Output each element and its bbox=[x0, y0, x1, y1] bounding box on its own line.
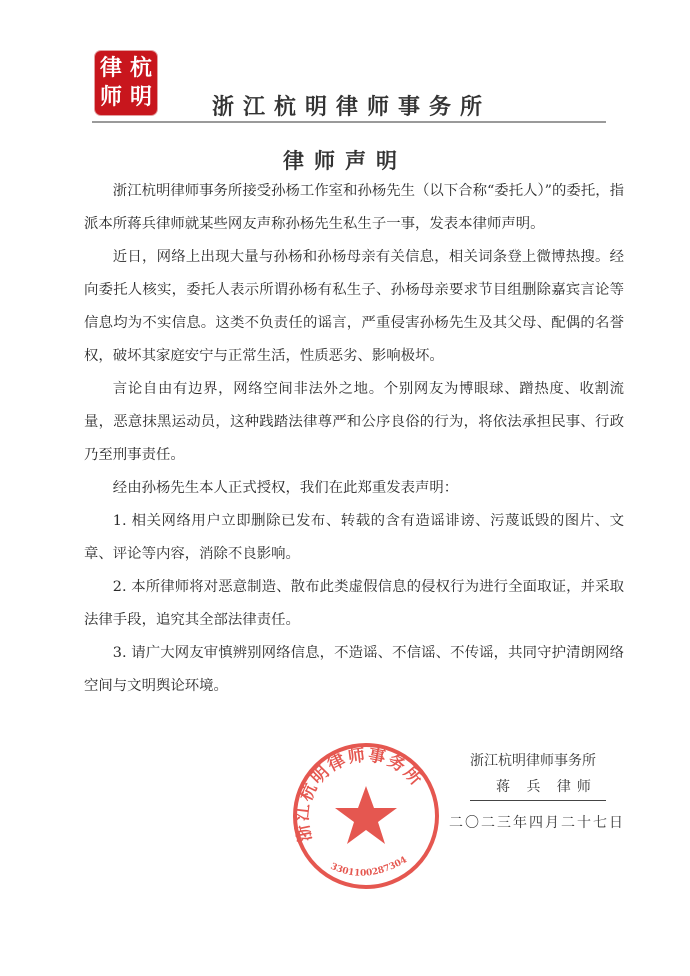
stamp-text: 浙江杭明律师事务所 bbox=[292, 745, 427, 844]
logo-char: 师 bbox=[100, 84, 123, 110]
letterhead-firm-name: 浙江杭明律师事务所 bbox=[212, 94, 492, 120]
paragraph: 言论自由有边界，网络空间非法外之地。个别网友为博眼球、蹭热度、收割流量，恶意抹黑运动员，这种践踏法律尊严和公序良俗的行为，将依法承担民事、行政乃至刑事责任。 bbox=[84, 381, 624, 463]
list-item: 2. 本所律师将对恶意制造、散布此类虚假信息的侵权行为进行全面取证，并采取法律手段，追究其全部法律责任。 bbox=[84, 579, 624, 628]
document-body bbox=[84, 175, 624, 703]
stamp-number: 3301100287304 bbox=[328, 855, 409, 879]
signature-block bbox=[470, 748, 606, 801]
document-title: 律师声明 bbox=[283, 148, 407, 173]
paragraph: 浙江杭明律师事务所接受孙杨工作室和孙杨先生（以下合称“委托人）”的委托，指派本所蒋兵律师就某些网友声称孙杨先生私生子一事，发表本律师声明。 bbox=[84, 183, 624, 232]
signature-lawyer: 蒋 兵 律师 bbox=[470, 774, 606, 801]
letterhead-divider bbox=[92, 121, 606, 123]
firm-logo-seal bbox=[95, 51, 157, 115]
star-icon bbox=[335, 786, 397, 844]
logo-char: 杭 bbox=[130, 55, 153, 81]
signature-firm: 浙江杭明律师事务所 bbox=[470, 753, 596, 769]
paragraph: 经由孙杨先生本人正式授权，我们在此郑重发表声明： bbox=[112, 480, 459, 496]
list-item: 3. 请广大网友审慎辨别网络信息，不造谣、不信谣、不传谣，共同守护清朗网络空间与文明舆论环境。 bbox=[84, 645, 624, 694]
svg-text:3301100287304 bbox=[329, 855, 409, 879]
logo-char: 明 bbox=[130, 84, 153, 110]
official-stamp bbox=[290, 740, 442, 892]
paragraph: 近日，网络上出现大量与孙杨和孙杨母亲有关信息，相关词条登上微博热搜。经向委托人核实，委托人表示所谓孙杨有私生子、孙杨母亲要求节目组删除嘉宾言论等信息均为不实信息。这类不负责任的谣言，严重侵害孙杨先生及其父母、配偶的名誉权，破坏其家庭安宁与正常生活，性质恶劣、影响极坏。 bbox=[84, 249, 624, 364]
logo-char: 律 bbox=[100, 55, 123, 81]
list-item: 1. 相关网络用户立即删除已发布、转载的含有造谣诽谤、污蔑诋毁的图片、文章、评论等内容，消除不良影响。 bbox=[84, 513, 624, 562]
signature-date: 二〇二三年四月二十七日 bbox=[449, 815, 625, 831]
